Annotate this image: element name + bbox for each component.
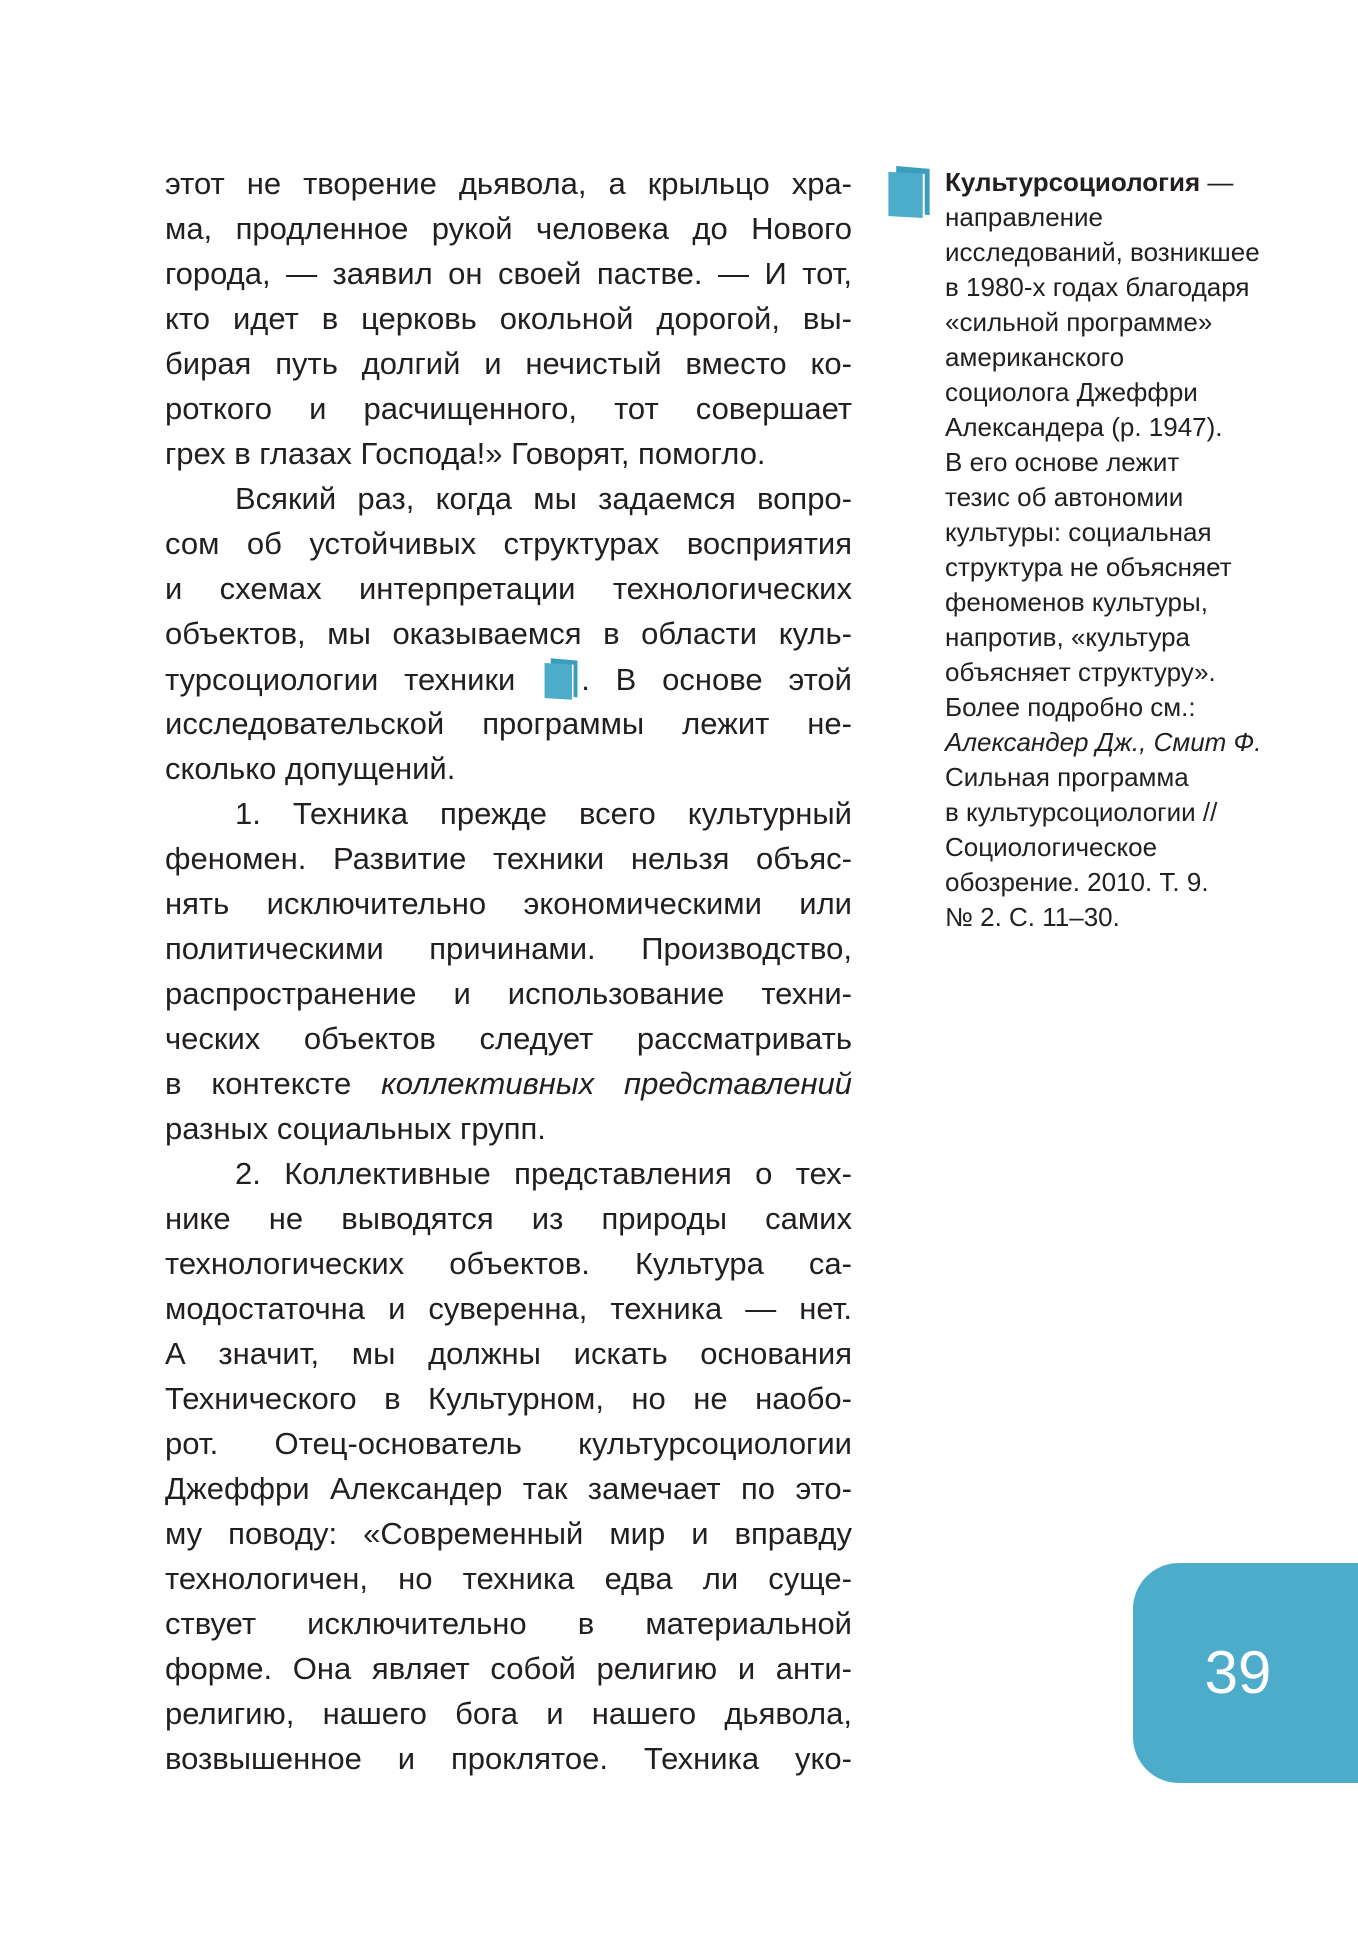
page-number-tab: [1133, 1563, 1358, 1783]
text-line: объектов, мы оказываемся в области куль-: [165, 616, 852, 651]
sidenote-line: Сильная программа: [945, 762, 1189, 792]
sidenote-line: Социологическое: [945, 832, 1158, 862]
text-line: 2. Коллективные представления о тех-: [235, 1156, 852, 1191]
text-line: сом об устойчивых структурах восприятия: [165, 526, 852, 561]
sidenote-line: культуры: социальная: [945, 517, 1212, 547]
sidenote-line: тезис об автономии: [945, 482, 1184, 512]
text-segment: в контексте: [165, 1066, 352, 1101]
text-line: Всякий раз, когда мы задаемся вопро-: [235, 481, 852, 516]
sidenote-line: феноменов культуры,: [945, 587, 1208, 617]
sidenote-term: Культурсоциология: [945, 167, 1201, 197]
text-line: политическими причинами. Производство,: [165, 931, 852, 966]
text-line: ческих объектов следует рассматривать: [165, 1021, 852, 1056]
sidenote-line: № 2. С. 11–30.: [945, 902, 1120, 932]
sidenote-line: напротив, «культура: [945, 622, 1191, 652]
sidenote-line: направление: [945, 202, 1104, 232]
sidenote-line: Александера (р. 1947).: [945, 412, 1223, 442]
text-line: рот. Отец-основатель культурсоциологии: [165, 1426, 852, 1461]
text-line: форме. Она являет собой религию и анти-: [165, 1651, 852, 1686]
text-line: Технического в Культурном, но не наобо-: [165, 1381, 852, 1416]
text-line: нике не выводятся из природы самих: [165, 1201, 852, 1236]
text-line: этот не творение дьявола, а крыльцо хра-: [165, 166, 852, 201]
sidenote-line: структура не объясняет: [945, 552, 1232, 582]
sidenote-line: В его основе лежит: [945, 447, 1180, 477]
text-line: сколько допущений.: [165, 751, 456, 786]
italic-segment: коллективных представлений: [381, 1066, 852, 1101]
text-line: модостаточна и суверенна, техника — нет.: [165, 1291, 852, 1326]
sidenote-line: исследований, возникшее: [945, 237, 1260, 267]
text-line: возвышенное и проклятое. Техника уко-: [165, 1741, 852, 1776]
sidenote-heading: [945, 165, 1261, 200]
text-segment: . В основе этой: [581, 662, 852, 697]
text-line: исследовательской программы лежит не-: [165, 706, 852, 741]
text-line: кто идет в церковь окольной дорогой, вы-: [165, 301, 852, 336]
text-line: Джеффри Александер так замечает по это-: [165, 1471, 852, 1506]
sidenote-line: в 1980-х годах благодаря: [945, 272, 1250, 302]
text-line: нять исключительно экономическими или: [165, 886, 852, 921]
sidenote-line: «сильной программе»: [945, 307, 1213, 337]
text-line: А значит, мы должны искать основания: [165, 1336, 852, 1371]
text-line: му поводу: «Современный мир и вправду: [165, 1516, 852, 1551]
sidenote-line: социолога Джеффри: [945, 377, 1198, 407]
sidenote: [945, 165, 1261, 935]
text-line: ствует исключительно в материальной: [165, 1606, 852, 1641]
text-segment: турсоциологии техники: [165, 662, 516, 697]
italic-segment: Александер Дж., Смит Ф.: [945, 727, 1262, 757]
sidenote-line: Более подробно см.:: [945, 692, 1196, 722]
sidenote-line: американского: [945, 342, 1125, 372]
book-icon: [886, 164, 932, 220]
main-text: [165, 161, 852, 1781]
text-line: города, — заявил он своей пастве. — И тот,: [165, 256, 852, 291]
text-line: роткого и расчищенного, тот совершает: [165, 391, 852, 426]
text-line: и схемах интерпретации технологических: [165, 571, 852, 606]
text-line: технологичен, но техника едва ли суще-: [165, 1561, 852, 1596]
text-line: разных социальных групп.: [165, 1111, 546, 1146]
sidenote-citation-authors: [945, 725, 1261, 760]
text-line: религию, нашего бога и нашего дьявола,: [165, 1696, 852, 1731]
text-line: бирая путь долгий и нечистый вместо ко-: [165, 346, 852, 381]
text-line: грех в глазах Господа!» Говорят, помогло.: [165, 436, 766, 471]
sidenote-line: обозрение. 2010. Т. 9.: [945, 867, 1209, 897]
sidenote-line: в культурсоциологии //: [945, 797, 1218, 827]
text-line: ма, продленное рукой человека до Нового: [165, 211, 852, 246]
text-line-with-note: [165, 656, 852, 701]
text-line: феномен. Развитие техники нельзя объяс-: [165, 841, 852, 876]
text-line: распространение и использование техни-: [165, 976, 852, 1011]
text-line-with-italic: [165, 1061, 852, 1106]
book-icon[interactable]: [543, 656, 579, 702]
page-number: 39: [1204, 1639, 1272, 1706]
text-line: технологических объектов. Культура са-: [165, 1246, 852, 1281]
sidenote-line: объясняет структуру».: [945, 657, 1216, 687]
sidenote-dash: —: [1200, 167, 1234, 197]
text-line: 1. Техника прежде всего культурный: [235, 796, 852, 831]
